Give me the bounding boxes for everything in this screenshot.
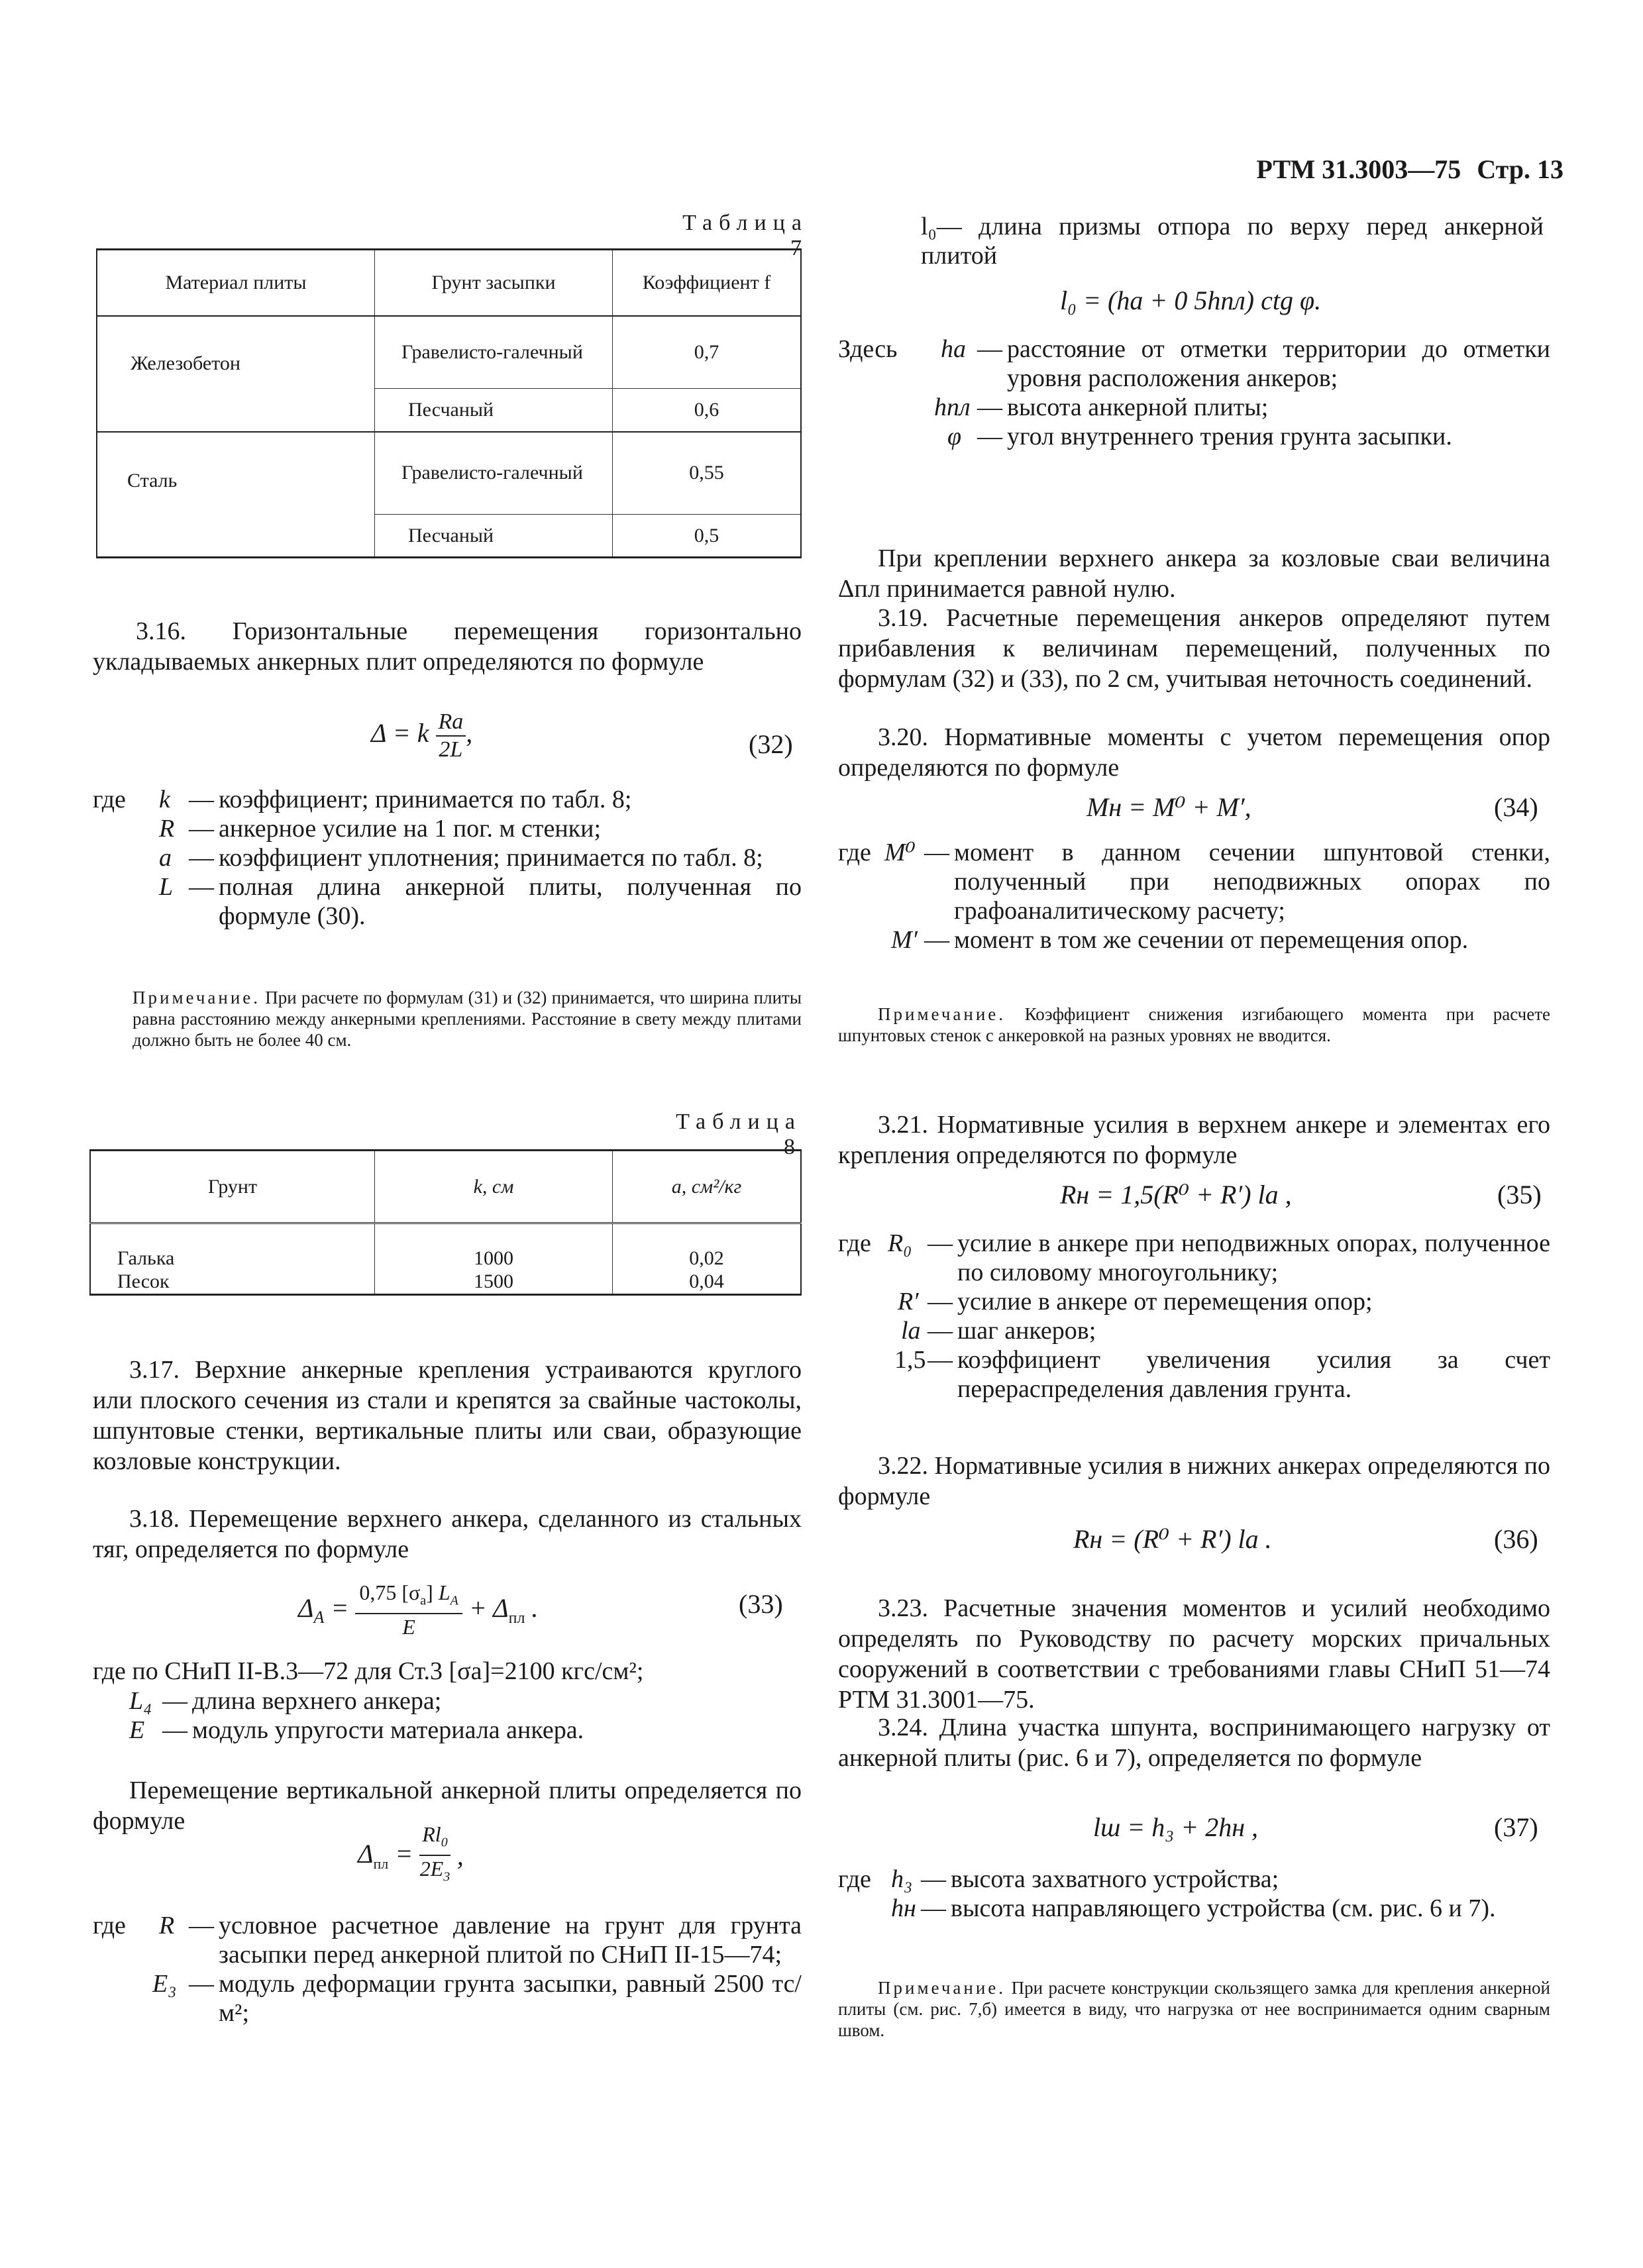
table7-soil: Песчаный [375,389,613,432]
paragraph-3-24: 3.24. Длина участка шпунта, воспринимающего нагрузку от анкерной плиты (рис. 6 и 7), определяется по формуле [838,1714,1550,1772]
table8-header-k: k, см [375,1151,613,1223]
formula-34: Mн = M⁰ + M′, [1086,792,1251,822]
paragraph-3-16: 3.16. Горизонтальные перемещения горизонтально укладываемых анкерных плит определяются по формуле [93,617,802,676]
paragraph-3-18: 3.18. Перемещение верхнего анкера, сделанного из стальных тяг, определяется по формуле [93,1505,802,1563]
table7-material: Железобетон [97,316,375,432]
definition-item: где M⁰ — момент в данном сечении шпунтовой стенки, полученный при неподвижных опорах по графоаналитическому расчету; [838,839,1550,925]
definition-l0: l₀— длина призмы отпора по верху перед анкерной плитой [921,213,1544,270]
definition-item: где R₀ — усилие в анкере при неподвижных опорах, полученное по силовому многоугольнику; [838,1229,1550,1286]
formula-l0: l₀ = (hа + 0 5hпл) ctg φ. [1060,285,1322,315]
formula-33-rhs: + $\Delta_{пл}$ . [462,1592,539,1627]
formula-32-number: (32) [749,729,793,759]
page-header [1166,154,1564,185]
definitions-35 [838,1229,1550,1404]
formula-34-number: (34) [1494,792,1538,822]
definition-item: где k — коэффициент; принимается по табл. 8; [93,786,632,813]
paragraph-3-22: 3.22. Нормативные усилия в нижних анкерах определяются по формуле [838,1452,1550,1510]
table8-a: 0,02 [689,1247,724,1269]
formula-35: Rн = 1,5(R⁰ + R′) lа , [1060,1180,1292,1210]
note-2-lead: Примечание. [878,1004,1006,1024]
paragraph-kozlovye: При креплении верхнего анкера за козловые сваи величина Δпл принимается равной нулю. [838,544,1550,603]
table7-soil: Гравелисто-галечный [375,432,613,515]
table8-a: 0,04 [689,1270,724,1292]
note-3 [838,1977,1550,2041]
formula-33-number: (33) [739,1589,783,1619]
definition-item: где R — условное расчетное давление на грунт для грунта засыпки перед анкерной плитой по СНиП II-15—74; [93,1912,802,1969]
definition-item: hн — высота направляющего устройства (см. рис. 6 и 7). [891,1894,1496,1922]
formula-33-fraction: $\frac{0,75 [\sigma_a] L_A}{E}$ [355,1580,462,1639]
definition-item: E₃ — модуль деформации грунта засыпки, равный 2500 тс/м²; [152,1970,802,2027]
paragraph-3-21: 3.21. Нормативные усилия в верхнем анкере и элементах его крепления определяются по формуле [838,1111,1550,1169]
formula-37-number: (37) [1494,1812,1538,1842]
definitions-33 [93,1686,802,1745]
table8-k: 1000 [375,1223,613,1270]
definition-item: M′ — момент в том же сечении от перемещения опор. [891,926,1469,954]
definition-item: L — полная длина анкерной плиты, полученная по формуле (30). [159,873,802,930]
formula-33-where: где по СНиП II-В.3—72 для Ст.3 [σа]=2100 кгс/см²; [93,1657,644,1685]
paragraph-3-23: 3.23. Расчетные значения моментов и усилий необходимо определять по Руководству по расчету морских причальных сооружений в соответствии с требованиями главы СНиП 51—74 РТМ 31.3001—75. [838,1594,1550,1714]
document-id: РТМ 31.3003—75 [1256,154,1461,184]
definitions-l0 [838,335,1550,451]
table8-grid [89,1149,802,1296]
note-1-lead: Примечание. [132,988,261,1007]
definition-item: R′ — усилие в анкере от перемещения опор; [898,1288,1373,1315]
definition-item: Здесь hа — расстояние от отметки территории до отметки уровня расположения анкеров; [838,335,1550,392]
note-1 [132,987,802,1051]
note-1-text: При расчете по формулам (31) и (32) принимается, что ширина плиты равна расстоянию между анкерными креплениями. Расстояние в свету между плитами должно быть не более 40 см. [132,988,802,1050]
definitions-32 [93,785,802,931]
formula-vertical-lhs: $\Delta_{пл}$ = [358,1839,420,1873]
formula-33-lhs: $\Delta_A$ = [298,1592,356,1627]
definitions-37 [838,1865,1550,1923]
table7-coef: 0,7 [613,316,802,389]
formula-35-number: (35) [1497,1180,1542,1210]
table7-header-soil: Грунт засыпки [375,250,613,316]
table7-grid [96,248,802,558]
definition-item: a — коэффициент уплотнения; принимается по табл. 8; [159,844,763,872]
definition-item: hпл — высота анкерной плиты; [934,393,1269,421]
table7-header-material: Материал плиты [97,250,375,316]
definition-item: где h₃ — высота захватного устройства; [838,1865,1279,1893]
paragraph-3-19: 3.19. Расчетные перемещения анкеров определяют путем прибавления к величинам перемещений, полученных по формулам (32) и (33), по 2 см, учитывая неточность соединений. [838,604,1550,693]
note-3-text: При расчете конструкции скользящего замка для крепления анкерной плиты (см. рис. 7,б) имеется в виду, что нагрузка от нее воспринимается одним сварным швом. [838,1978,1550,2040]
table7-coef: 0,55 [613,432,802,515]
formula-32: Δ = k $\frac{Ra}{2L}$ , [371,709,473,762]
table8-caption: Таблица 8 [676,1109,802,1159]
table7-soil: Песчаный [375,515,613,558]
formula-33 [298,1580,538,1639]
table7-header-coef: Коэффициент f [613,250,802,316]
definition-item: φ — угол внутреннего трения грунта засыпки. [947,423,1452,450]
note-2-text: Коэффициент снижения изгибающего момента при расчете шпунтовых стенок с анкеровкой на разных уровнях не вводится. [838,1004,1550,1045]
definition-item: L₄ — длина верхнего анкера; [129,1687,442,1715]
table7-caption: Таблица 7 [682,211,808,260]
table8 [89,1149,802,1296]
definitions-34 [838,838,1550,954]
table8-header-soil: Грунт [90,1151,375,1223]
definition-item: R — анкерное усилие на 1 пог. м стенки; [159,815,602,843]
page-number: Стр. 13 [1477,154,1564,184]
formula-vertical-fraction: $\frac{Rl_0}{2E_3}$ [419,1822,450,1884]
formula-37: lш = h₃ + 2hн , [1093,1812,1259,1842]
table8-soil: Галька [90,1223,375,1270]
table8-k: 1500 [375,1270,613,1295]
definition-item: 1,5 — коэффициент увеличения усилия за счет перераспределения давления грунта. [894,1346,1550,1403]
paragraph-vertical-plate: Перемещение вертикальной анкерной плиты определяется по формуле [93,1777,802,1835]
formula-32-expr: Δ = k [371,718,429,748]
table8-soil: Песок [90,1270,375,1295]
note-3-lead: Примечание. [878,1978,1006,1998]
table7-material: Сталь [97,432,375,558]
table7-soil: Гравелисто-галечный [375,316,613,389]
formula-vertical-plate: $\Delta_{пл}$ = $\frac{Rl_0}{2E_3}$ , [358,1822,464,1890]
definition-item: lа — шаг анкеров; [901,1317,1096,1345]
formula-36-number: (36) [1494,1524,1538,1554]
definitions-vertical [93,1911,802,2028]
table7-coef: 0,6 [613,389,802,432]
table8-header-a: a, см²/кг [613,1151,802,1223]
formula-36: Rн = (R⁰ + R′) lа . [1073,1524,1272,1554]
definition-item: E — модуль упругости материала анкера. [129,1716,584,1744]
paragraph-3-20: 3.20. Нормативные моменты с учетом перемещения опор определяются по формуле [838,723,1550,782]
formula-32-fraction: $\frac{Ra}{2L}$ [436,709,466,763]
note-2 [838,1004,1550,1046]
table7 [96,248,802,558]
paragraph-3-17: 3.17. Верхние анкерные крепления устраиваются круглого или плоского сечения из стали и крепятся за свайные частоколы, шпунтовые стенки, вертикальные плиты или сваи, образующие козловые конструкции. [93,1356,802,1475]
table7-coef: 0,5 [694,524,719,546]
